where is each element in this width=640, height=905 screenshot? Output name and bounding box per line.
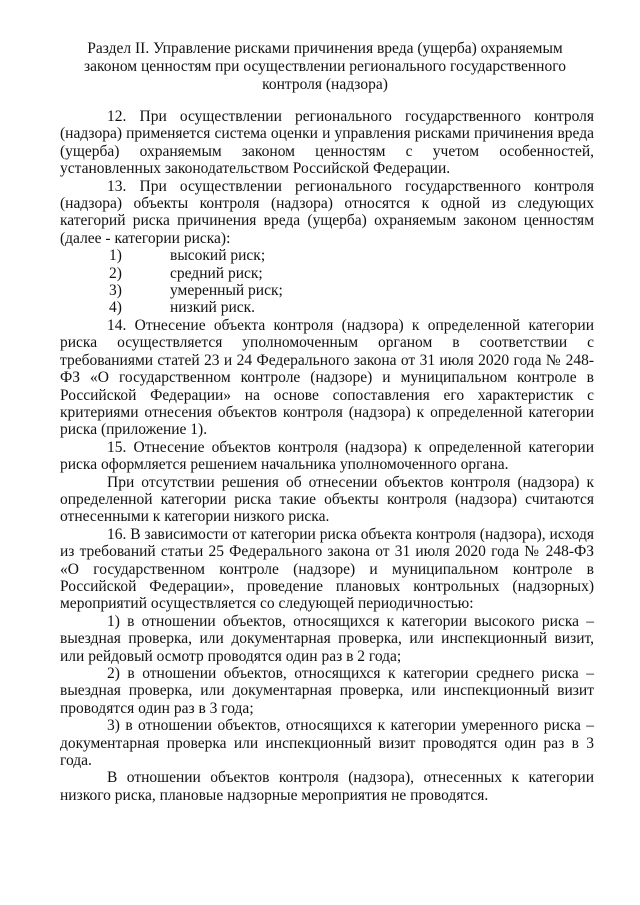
section-heading <box>60 40 590 94</box>
list-item-number: 4) <box>109 299 122 317</box>
paragraph-16-item-1: 1) в отношении объектов, относящихся к категории высокого риска – выездная проверка, или документарная проверка, или инспекционный визит, или рейдовый осмотр проводятся один раз в 2 года; <box>60 612 594 665</box>
list-item <box>60 282 594 299</box>
section-body <box>60 108 594 804</box>
paragraph-16-item-3: 3) в отношении объектов, относящихся к категории умеренного риска – документарная проверка или инспекционный визит проводятся один раз в 3 года. <box>60 717 594 770</box>
list-item <box>60 265 594 282</box>
list-item <box>60 247 594 264</box>
heading-line-1: Раздел II. Управление рисками причинения вреда (ущерба) охраняемым <box>87 40 563 57</box>
list-item-number: 3) <box>109 282 122 300</box>
list-item-label: высокий риск; <box>170 247 266 265</box>
list-item-label: низкий риск. <box>170 299 256 317</box>
risk-category-list <box>60 247 594 317</box>
paragraph-12: 12. При осуществлении регионального государственного контроля (надзора) применяется система оценки и управления рисками причинения вреда (ущерба) охраняемым законом ценностям с учетом особенностей, установленных законодательством Российской Федерации. <box>60 108 594 178</box>
paragraph-15-no-decision: При отсутствии решения об отнесении объектов контроля (надзора) к определенной категории риска такие объекты контроля (надзора) считаются отнесенными к категории низкого риска. <box>60 473 594 526</box>
list-item-label: средний риск; <box>170 264 263 282</box>
list-item-number: 2) <box>109 264 122 282</box>
list-item-label: умеренный риск; <box>170 282 283 300</box>
paragraph-15: 15. Отнесение объектов контроля (надзора) к определенной категории риска оформляется решением начальника уполномоченного органа. <box>60 438 594 474</box>
paragraph-14: 14. Отнесение объекта контроля (надзора) к определенной категории риска осуществляется уполномоченным органом в соответствии с требованиями статей 23 и 24 Федерального закона от 31 июля 2020 года № 248-ФЗ «О государственном контроле (надзоре) и муниципальном контроле в Российской Федерации» на основе сопоставления его характеристик с критериями отнесения объектов контроля (надзора) к определенной категории риска (приложение 1). <box>60 316 594 439</box>
list-item-number: 1) <box>109 247 122 265</box>
list-item <box>60 299 594 316</box>
paragraph-13: 13. При осуществлении регионального государственного контроля (надзора) объекты контроля (надзора) относятся к одной из следующих категорий риска причинения вреда (ущерба) охраняемым законом ценностям (далее - категории риска): <box>60 177 594 247</box>
heading-line-3: контроля (надзора) <box>262 76 388 93</box>
heading-line-2: законом ценностям при осуществлении регионального государственного <box>84 58 566 75</box>
paragraph-16-item-2: 2) в отношении объектов, относящихся к категории среднего риска – выездная проверка, или документарная проверка, или инспекционный визит проводятся один раз в 3 года; <box>60 665 594 717</box>
paragraph-16: 16. В зависимости от категории риска объекта контроля (надзора), исходя из требований статьи 25 Федерального закона от 31 июля 2020 года № 248-ФЗ «О государственном контроле (надзоре) и муниципальном контроле в Российской Федерации», проведение плановых контрольных (надзорных) мероприятий осуществляется со следующей периодичностью: <box>60 525 594 613</box>
paragraph-16-low-risk: В отношении объектов контроля (надзора), отнесенных к категории низкого риска, плановые надзорные мероприятия не проводятся. <box>60 769 594 804</box>
